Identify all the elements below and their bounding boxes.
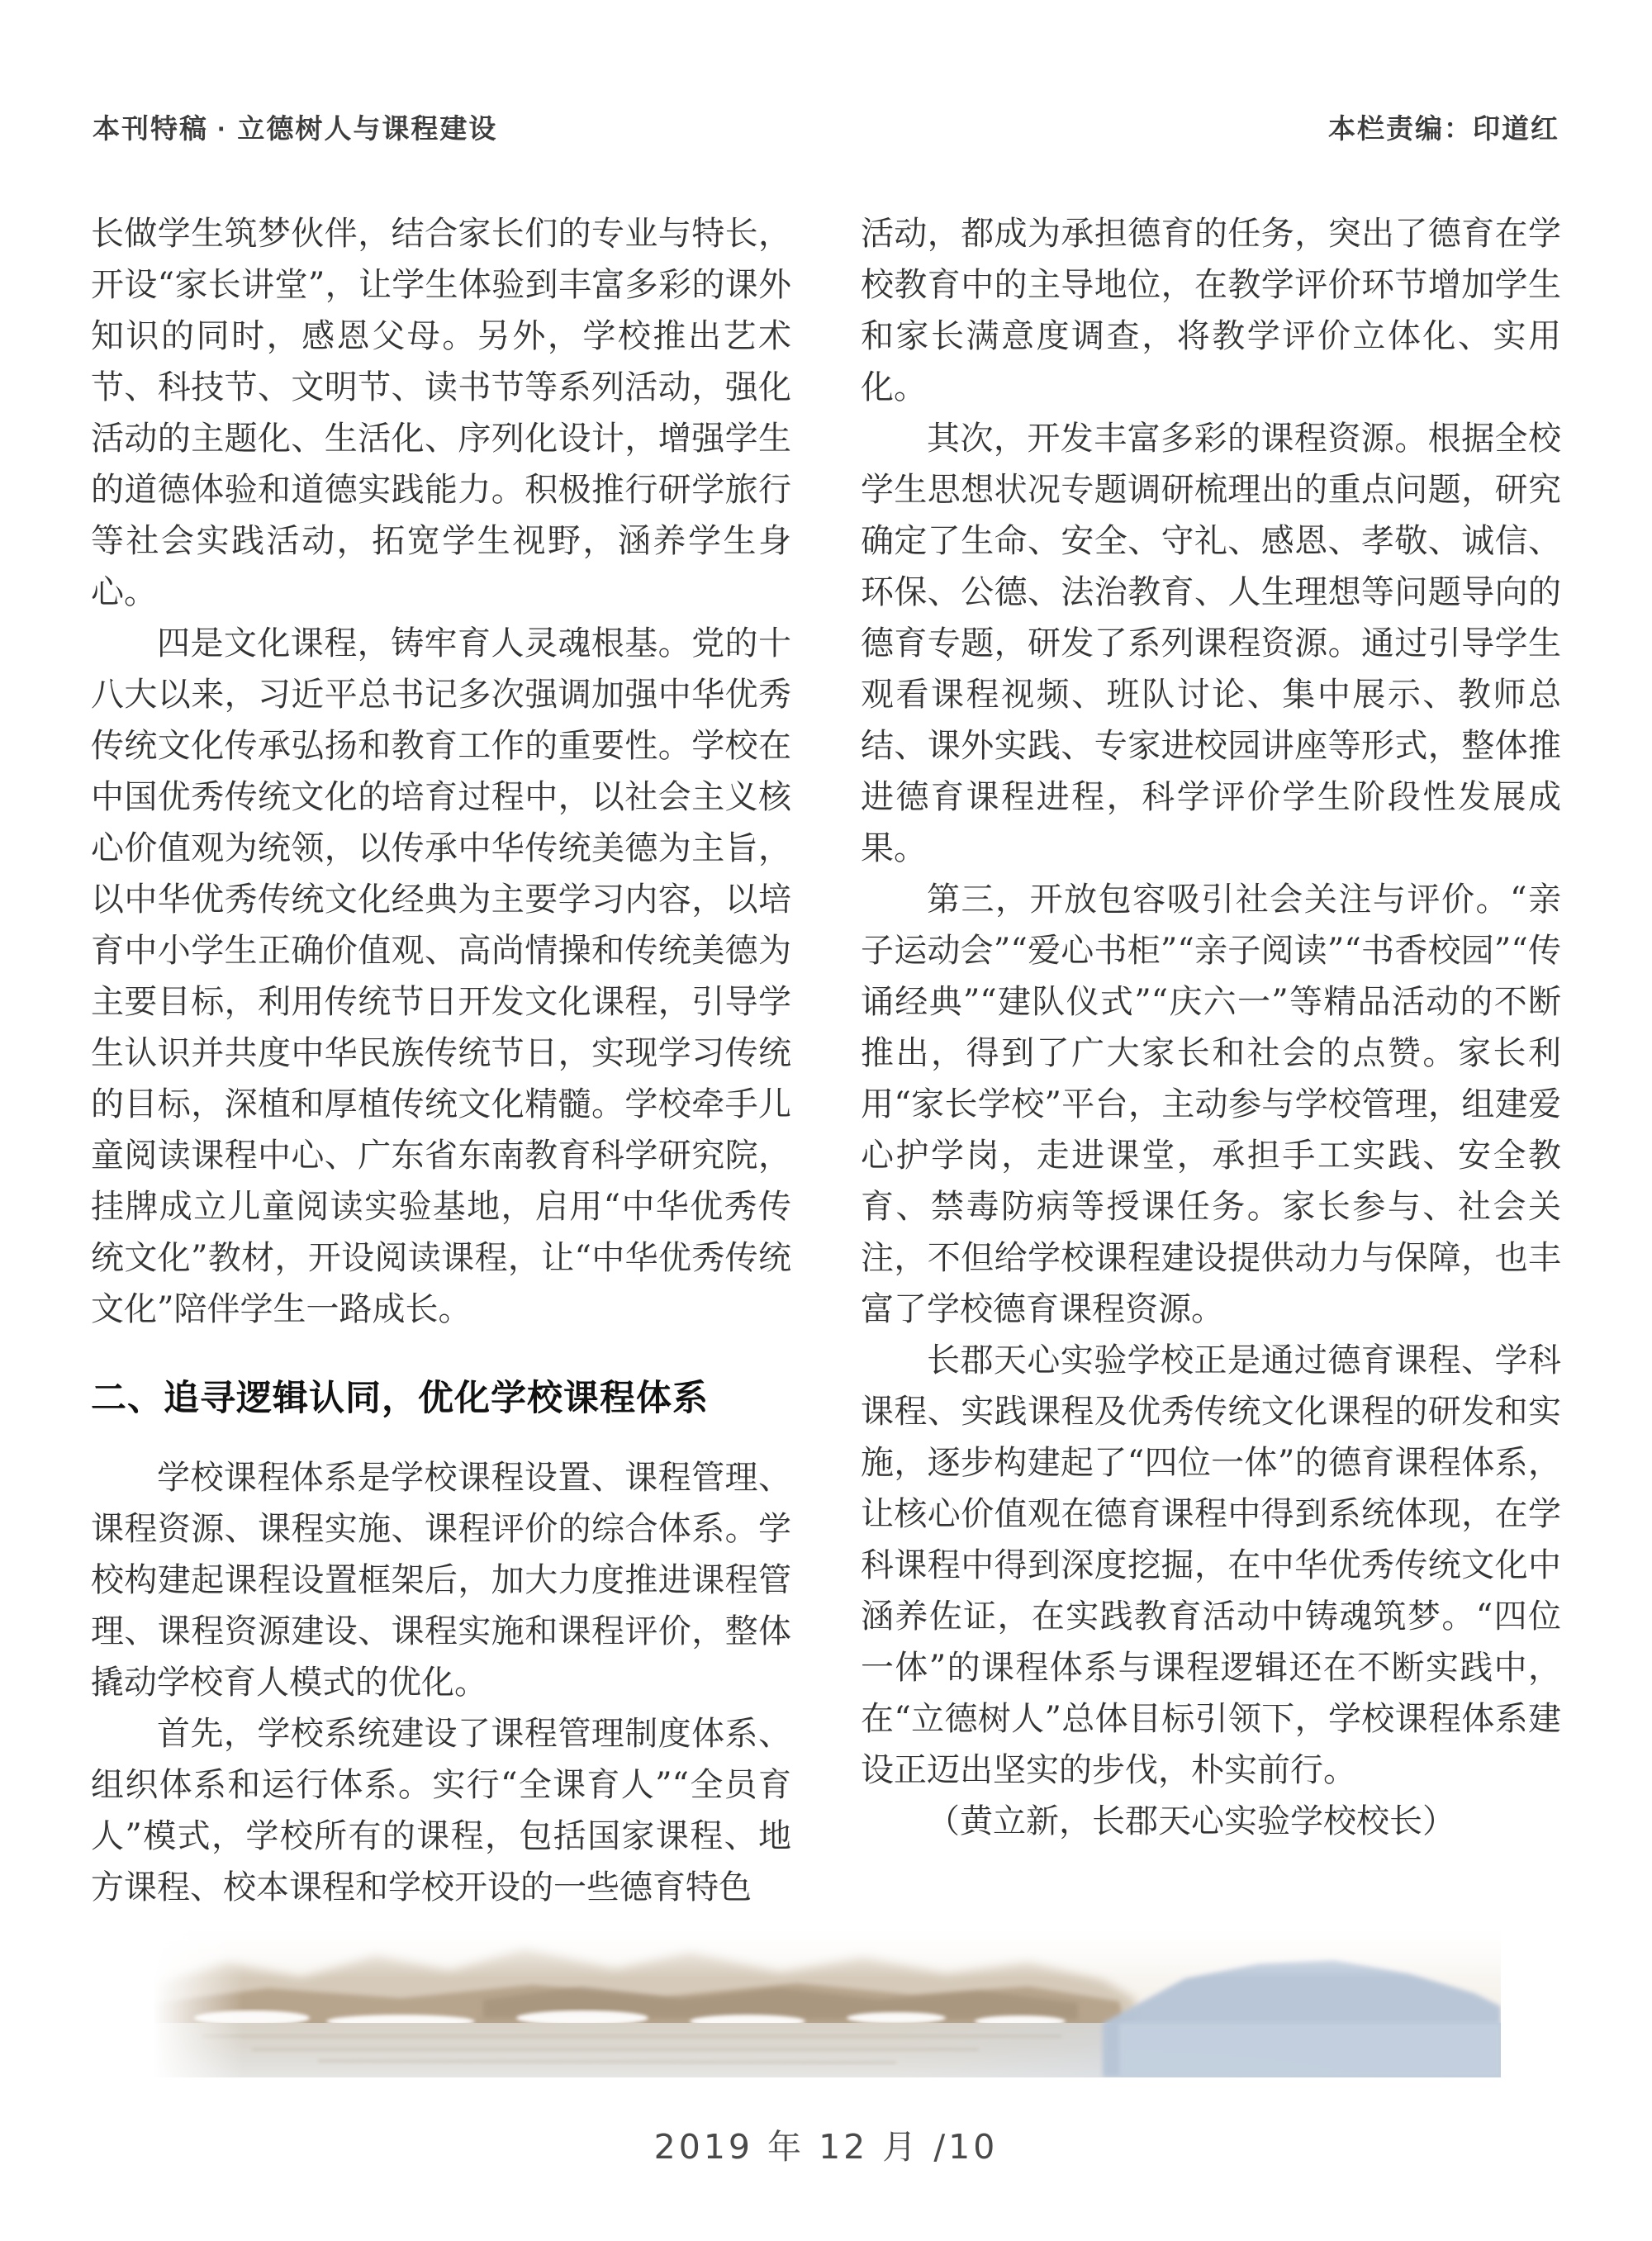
landscape-photo [153,1921,1501,2077]
paragraph: 学校课程体系是学校课程设置、课程管理、课程资源、课程实施、课程评价的综合体系。学校构建起课程设置框架后，加大力度推进课程管理、课程资源建设、课程实施和课程评价，整体撬动学校育人模式的优化。 [91,1459,791,1702]
header-section-label: 本刊特稿 · 立德树人与课程建设 [93,113,498,144]
paragraph: 长做学生筑梦伙伴，结合家长们的专业与特长，开设“家长讲堂”，让学生体验到丰富多彩的课外知识的同时，感恩父母。另外，学校推出艺术节、科技节、文明节、读书节等系列活动，强化活动的主题化、生活化、序列化设计，增强学生的道德体验和道德实践能力。积极推行研学旅行等社会实践活动，拓宽学生视野，涵养学生身心。 [91,215,791,611]
paragraph: 首先，学校系统建设了课程管理制度体系、组织体系和运行体系。实行“全课育人”“全员育人”模式，学校所有的课程，包括国家课程、地方课程、校本课程和学校开设的一些德育特色 [91,1715,791,1906]
right-column [861,208,1561,1847]
page-number: 2019 年 12 月 /10 [653,2127,999,2167]
author-note: （黄立新，长郡天心实验学校校长） [927,1802,1455,1840]
page-footer [0,2120,1652,2168]
landscape-photo-graphic [153,1921,1501,2077]
paragraph: 活动，都成为承担德育的任务，突出了德育在学校教育中的主导地位，在教学评价环节增加学生和家长满意度调查，将教学评价立体化、实用化。 [861,215,1561,406]
header-editor-label: 本栏责编：印道红 [1328,113,1559,144]
paragraph: 其次，开发丰富多彩的课程资源。根据全校学生思想状况专题调研梳理出的重点问题，研究确定了生命、安全、守礼、感恩、孝敬、诚信、环保、公德、法治教育、人生理想等问题导向的德育专题，研发了系列课程资源。通过引导学生观看课程视频、班队讨论、集中展示、教师总结、课外实践、专家进校园讲座等形式，整体推进德育课程进程，科学评价学生阶段性发展成果。 [861,420,1561,867]
paragraph: 长郡天心实验学校正是通过德育课程、学科课程、实践课程及优秀传统文化课程的研发和实施，逐步构建起了“四位一体”的德育课程体系，让核心价值观在德育课程中得到系统体现，在学科课程中得到深度挖掘，在中华优秀传统文化中涵养佐证，在实践教育活动中铸魂筑梦。“四位一体”的课程体系与课程逻辑还在不断实践中，在“立德树人”总体目标引领下，学校课程体系建设正迈出坚实的步伐，朴实前行。 [861,1341,1561,1789]
section-heading: 二、追寻逻辑认同，优化学校课程体系 [91,1379,709,1418]
paragraph: 四是文化课程，铸牢育人灵魂根基。党的十八大以来，习近平总书记多次强调加强中华优秀传统文化传承弘扬和教育工作的重要性。学校在中国优秀传统文化的培育过程中，以社会主义核心价值观为统领，以传承中华传统美德为主旨，以中华优秀传统文化经典为主要学习内容，以培育中小学生正确价值观、高尚情操和传统美德为主要目标，利用传统节日开发文化课程，引导学生认识并共度中华民族传统节日，实现学习传统的目标，深植和厚植传统文化精髓。学校牵手儿童阅读课程中心、广东省东南教育科学研究院，挂牌成立儿童阅读实验基地，启用“中华优秀传统文化”教材，开设阅读课程，让“中华优秀传统文化”陪伴学生一路成长。 [91,624,791,1328]
left-column [91,208,791,1913]
paragraph: 第三，开放包容吸引社会关注与评价。“亲子运动会”“爱心书柜”“亲子阅读”“书香校园”“传诵经典”“建队仪式”“庆六一”等精品活动的不断推出，得到了广大家长和社会的点赞。家长利用“家长学校”平台，主动参与学校管理，组建爱心护学岗，走进课堂，承担手工实践、安全教育、禁毒防病等授课任务。家长参与、社会关注，不但给学校课程建设提供动力与保障，也丰富了学校德育课程资源。 [861,881,1561,1328]
